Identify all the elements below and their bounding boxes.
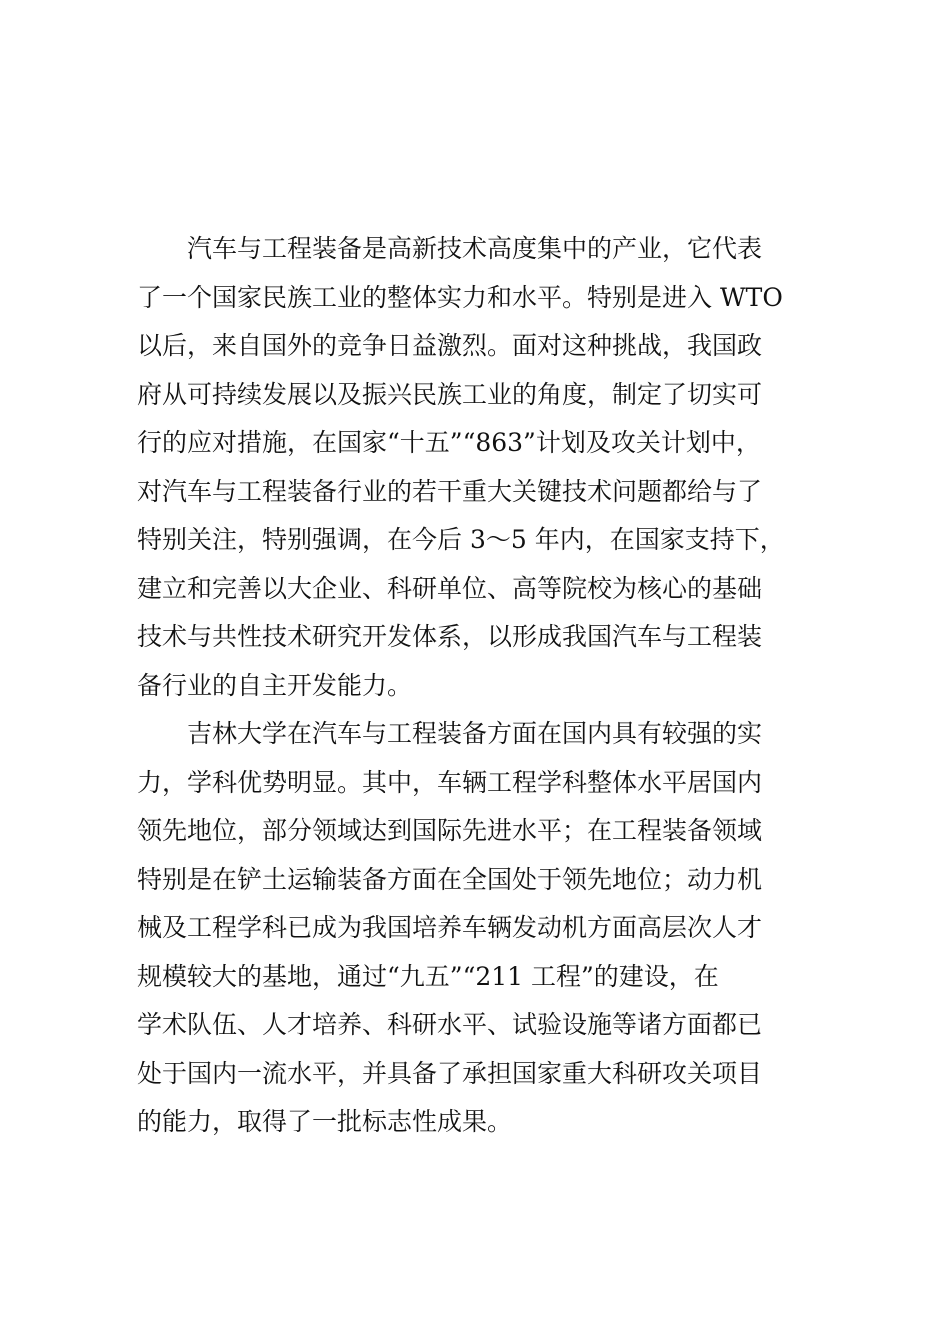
paragraph-1-line-9: 技术与共性技术研究开发体系，以形成我国汽车与工程装	[137, 622, 763, 651]
paragraph-1-line-3: 以后，来自国外的竞争日益激烈。面对这种挑战，我国政	[137, 331, 763, 360]
paragraph-2-line-8: 处于国内一流水平，并具备了承担国家重大科研攻关项目	[137, 1058, 763, 1088]
paragraph-1-line-6: 对汽车与工程装备行业的若干重大关键技术问题都给与了	[137, 476, 763, 506]
paragraph-1-line-2: 了一个国家民族工业的整体实力和水平。特别是进入 WTO	[137, 282, 783, 312]
paragraph-2-line-4: 特别是在铲土运输装备方面在全国处于领先地位；动力机	[137, 864, 763, 894]
paragraph-2-line-6: 规模较大的基地，通过“九五”“211 工程”的建设，在	[137, 961, 719, 991]
paragraph-2-line-2: 力，学科优势明显。其中，车辆工程学科整体水平居国内	[137, 767, 763, 797]
paragraph-2-line-7: 学术队伍、人才培养、科研水平、试验设施等诸方面都已	[137, 1010, 763, 1039]
paragraph-2-line-9: 的能力，取得了一批标志性成果。	[137, 1107, 513, 1136]
body-text	[137, 225, 827, 1147]
paragraph-1-line-8: 建立和完善以大企业、科研单位、高等院校为核心的基础	[137, 573, 763, 603]
paragraph-2	[137, 710, 827, 1147]
paragraph-1-line-10: 备行业的自主开发能力。	[137, 670, 413, 700]
paragraph-2-line-1: 吉林大学在汽车与工程装备方面在国内具有较强的实	[187, 719, 763, 748]
paragraph-2-line-3: 领先地位，部分领域达到国际先进水平；在工程装备领域	[137, 816, 763, 845]
paragraph-1-line-7: 特别关注，特别强调，在今后 3～5 年内，在国家支持下，	[137, 525, 785, 554]
paragraph-1-line-1: 汽车与工程装备是高新技术高度集中的产业，它代表	[187, 234, 763, 263]
paragraph-1-line-5: 行的应对措施，在国家“十五”“863”计划及攻关计划中，	[137, 428, 761, 457]
paragraph-1-line-4: 府从可持续发展以及振兴民族工业的角度，制定了切实可	[137, 379, 763, 409]
paragraph-2-line-5: 械及工程学科已成为我国培养车辆发动机方面高层次人才	[137, 913, 763, 942]
paragraph-1	[137, 225, 827, 710]
